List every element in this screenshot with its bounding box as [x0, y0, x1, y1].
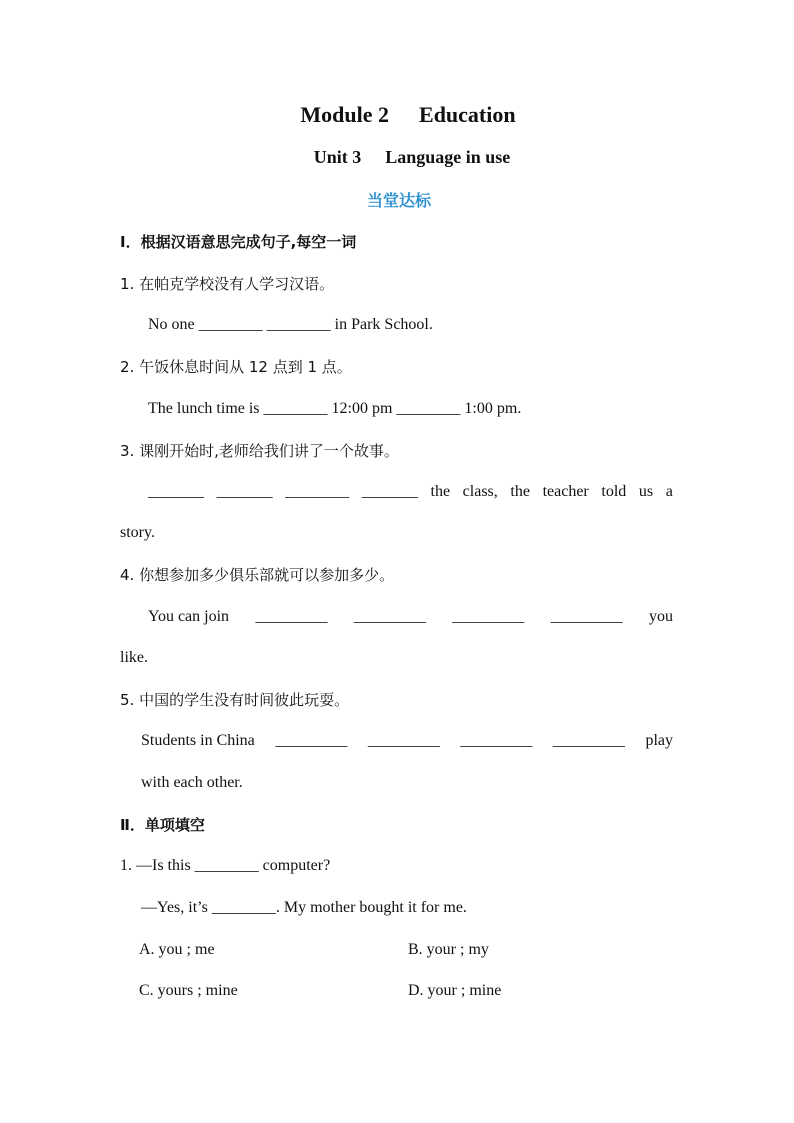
unit-number: Unit 3: [313, 147, 362, 167]
word: a: [665, 483, 673, 500]
option-c: C. yours ; mine: [139, 982, 238, 999]
word: teacher: [542, 483, 589, 500]
blank: _______: [148, 483, 204, 500]
section1-heading: Ⅰ．根据汉语意思完成句子,每空一词: [120, 233, 357, 251]
item4-english: [148, 607, 673, 627]
item3-chinese: 3. 课刚开始时,老师给我们讲了一个故事。: [120, 442, 399, 460]
item5-chinese: 5. 中国的学生没有时间彼此玩耍。: [120, 691, 350, 709]
item2-english: The lunch time is ________ 12:00 pm ________ 1:00 pm.: [148, 400, 522, 417]
question1-response: —Yes, it’s ________. My mother bought it for me.: [141, 899, 467, 916]
module-title: [0, 102, 794, 128]
blank: _________: [552, 732, 625, 749]
option-a: A. you ; me: [139, 941, 215, 958]
word: class,: [462, 483, 498, 500]
option-b: B. your ; my: [408, 941, 489, 958]
blank: ________: [285, 483, 350, 500]
item3-english-continued: story.: [120, 524, 155, 541]
blank: _________: [460, 732, 533, 749]
module-number: Module 2: [300, 102, 390, 127]
unit-topic: Language in use: [385, 147, 511, 167]
unit-title: [0, 147, 794, 168]
section-tag: 当堂达标: [366, 191, 431, 210]
word: told: [601, 483, 627, 500]
word: us: [638, 483, 654, 500]
blank: _________: [452, 608, 525, 625]
section2-heading: Ⅱ．单项填空: [120, 816, 205, 834]
word: play: [645, 732, 673, 749]
module-topic: Education: [419, 102, 516, 127]
phrase: Students in China: [141, 732, 255, 749]
word: you: [649, 608, 673, 625]
item2-chinese: 2. 午饭休息时间从 12 点到 1 点。: [120, 358, 352, 376]
item3-english: [148, 482, 673, 502]
blank: _______: [361, 483, 418, 500]
question1-text: 1. —Is this ________ computer?: [120, 857, 331, 874]
item5-english: [141, 731, 673, 751]
option-d: D. your ; mine: [408, 982, 502, 999]
blank: _________: [367, 732, 440, 749]
item1-chinese: 1. 在帕克学校没有人学习汉语。: [120, 275, 335, 293]
item5-english-continued: with each other.: [141, 774, 243, 791]
blank: _________: [275, 732, 348, 749]
blank: _______: [216, 483, 273, 500]
word: the: [430, 483, 451, 500]
blank: _________: [550, 608, 623, 625]
phrase: You can join: [148, 608, 230, 625]
item4-english-continued: like.: [120, 649, 148, 666]
blank: _________: [353, 608, 426, 625]
item4-chinese: 4. 你想参加多少俱乐部就可以参加多少。: [120, 566, 395, 584]
blank: _________: [255, 608, 328, 625]
item1-english: No one ________ ________ in Park School.: [148, 316, 433, 333]
word: the: [510, 483, 530, 500]
